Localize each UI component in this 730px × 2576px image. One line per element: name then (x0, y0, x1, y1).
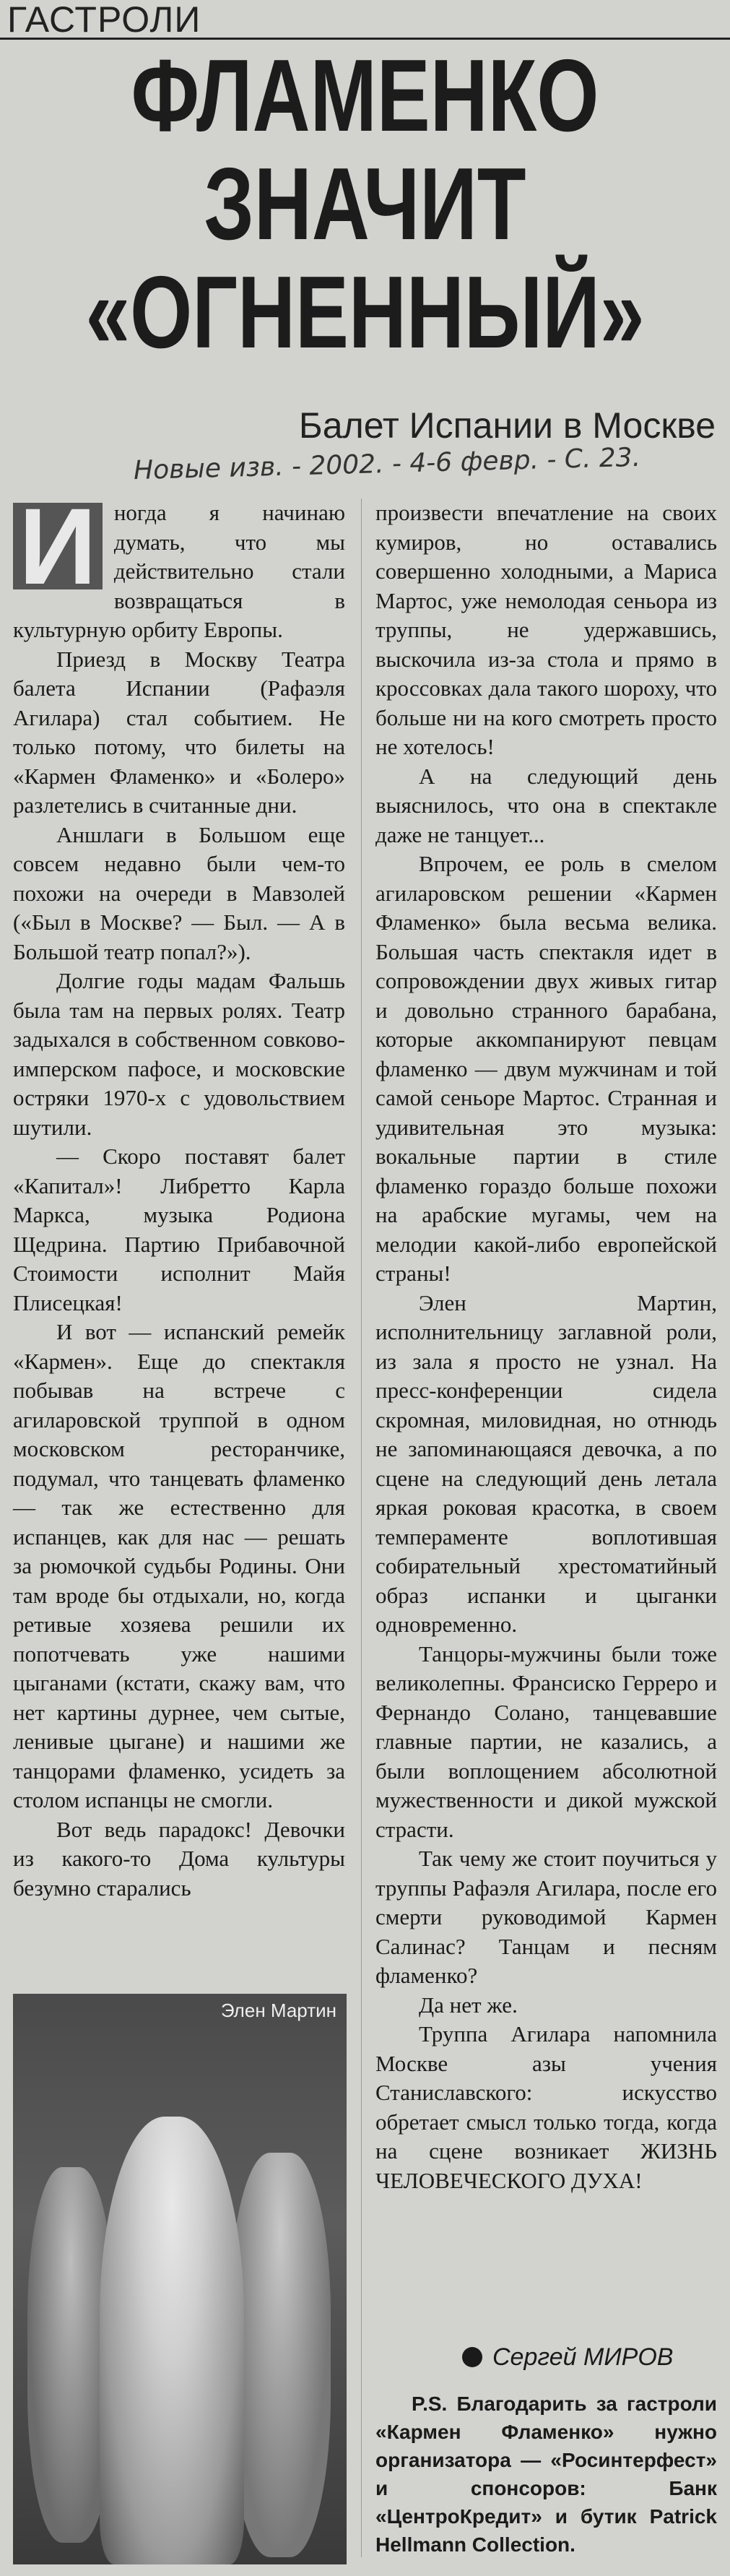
postscript-text: P.S. Благодарить за гастроли «Кармен Фламенко» нужно организатора — «Росинтерфест» и спонсоров: Банк «ЦентроКредит» и бутик Patrick Hellmann Collection. (375, 2393, 717, 2556)
paragraph: Танцоры-мужчины были тоже великолепны. Франсиско Герреро и Фернандо Солано, танцевавшие главные партии, не казались, а были воплощением абсолютной мужественности и дикой мужской страсти. (375, 1641, 717, 1842)
article-subtitle: Балет Испании в Москве (298, 405, 716, 446)
paragraph: Аншлаги в Большом еще совсем недавно были чем-то похожи на очереди в Мавзолей («Был в Москве? — Был. — А в Большой театр попал?»). (13, 821, 345, 964)
author-name: Сергей МИРОВ (492, 2343, 674, 2371)
headline-line-2: ЗНАЧИТ (204, 147, 526, 262)
author-signature (462, 2343, 673, 2372)
paragraph: Элен Мартин, исполнительницу заглавной роли, из зала я просто не узнал. На пресс-конференции сидела скромная, миловидная, но отнюдь не запоминающаяся девочка, а по сцене на следующий день летала яркая роковая красотка, в своем темпераменте воплотившая собирательный хрестоматийный образ испанки и цыганки одновременно. (375, 1289, 717, 1637)
handwritten-citation: Новые изв. - 2002. - 4-6 февр. - С. 23. (133, 442, 641, 486)
right-column (375, 498, 717, 2195)
rubric-label: ГАСТРОЛИ (7, 0, 201, 40)
paragraph: А на следующий день выяснилось, что она в спектакле даже не танцует... (375, 763, 717, 847)
paragraph: Так чему же стоит поучиться у труппы Рафаэля Агилара, после его смерти руководимой Кармен Салинас? Танцам и песням фламенко? (375, 1846, 717, 1988)
column-divider (361, 498, 362, 2557)
paragraph: произвести впечатление на своих кумиров, но оставались совершенно холодными, а Мариса Мартос, уже немолодая сеньора из труппы, не удержавшись, выскочила из-за стола и прямо в кроссовках дала такого шороху, что больше ни на кого смотреть просто не хотелось! (375, 500, 717, 759)
paragraph: Впрочем, ее роль в смелом агиларовском решении «Кармен Фламенко» была весьма велика. Большая часть спектакля идет в сопровождении двух живых гитар и довольно странного барабана, которые аккомпанируют певцам фламенко — двум мужчинам и той самой сеньоре Мартос. Странная и удивительная это музыка: вокальные партии в стиле фламенко гораздо больше похожи на арабские мугамы, чем на мелодии какой-либо европейской страны! (375, 851, 717, 1286)
dancer-photo (13, 1994, 347, 2564)
lead-dancer-figure (100, 2117, 244, 2564)
postscript (375, 2390, 717, 2559)
paragraph: — Скоро поставят балет «Капитал»! Либретто Карла Маркса, музыка Родиона Щедрина. Партию Прибавочной Стоимости исполнит Майя Плисецкая! (13, 1144, 345, 1315)
paragraph: Труппа Агилара напомнила Москве азы учения Станиславского: искусство обретает смысл только тогда, когда на сцене возникает ЖИЗНЬ ЧЕЛОВЕЧЕСКОГО ДУХА! (375, 2021, 717, 2193)
section-rubric (0, 0, 730, 40)
bullet-icon (462, 2347, 482, 2367)
paragraph: Да нет же. (419, 1992, 518, 2018)
photo-caption: Элен Мартин (220, 2000, 336, 2021)
paragraph: Вот ведь парадокс! Девочки из какого-то Дома культуры безумно старались (13, 1816, 345, 1901)
left-column (13, 485, 345, 1903)
paragraph: Долгие годы мадам Фальшь была там на первых ролях. Театр задыхался в собственном совково-имперском пафосе, и московские остряки 1970-х с удовольствием шутили. (13, 968, 345, 1140)
paragraph: И ногда я начинаю думать, что мы действительно стали возвращаться в культурную орбиту Европы. (13, 485, 345, 642)
drop-cap: И (13, 503, 103, 589)
background-dancer-right (230, 2153, 331, 2557)
headline-line-1: ФЛАМЕНКО (131, 38, 599, 153)
paragraph: И вот — испанский ремейк «Кармен». Еще до спектакля побывав на встрече с агиларовской труппой в одном московском ресторанчике, подумал, что танцевать фламенко — так же естественно для испанцев, как для нас — решать за рюмочкой судьбы Родины. Они там вроде бы отдыхали, но, когда ретивые хозяева решили их попотчевать уже нашими цыганами (кстати, скажу вам, что нет картины дурнее, чем сытые, ленивые цыгане) и нашими же танцорами фламенко, усидеть за столом испанцы не смогли. (13, 1319, 345, 1812)
headline-line-3: «ОГНЕННЫЙ» (85, 255, 645, 370)
paragraph: Приезд в Москву Театра балета Испании (Рафаэля Агилара) стал событием. Не только потому, что билеты на «Кармен Фламенко» и «Болеро» разлетелись в считанные дни. (13, 646, 345, 818)
